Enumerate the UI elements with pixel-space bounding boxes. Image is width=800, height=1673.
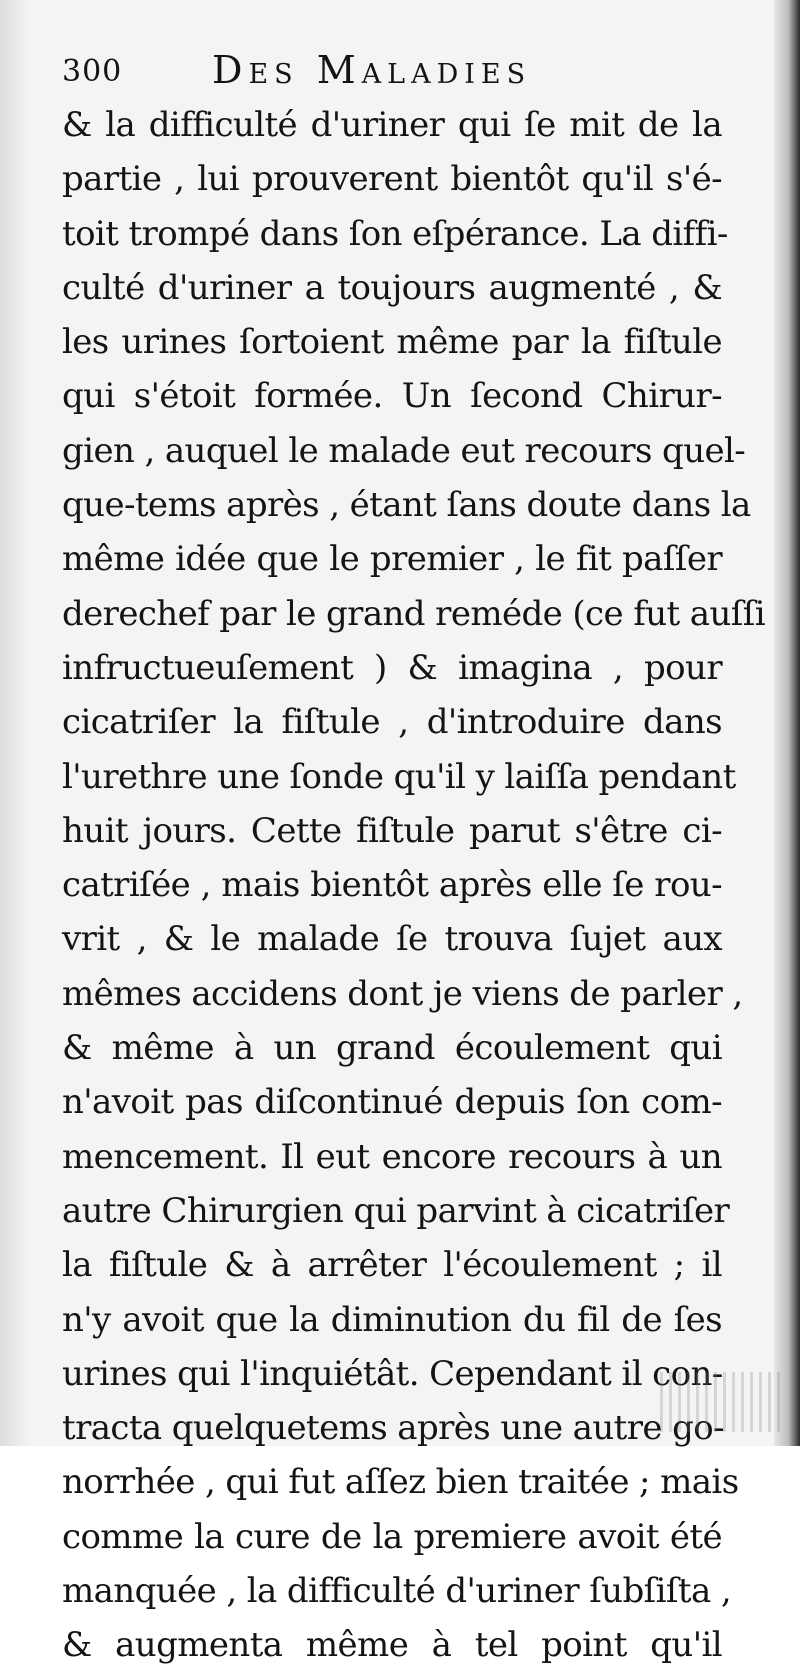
text-line: les urines ſortoient même par la fiſtule bbox=[62, 322, 722, 363]
show-through-ink bbox=[660, 1372, 780, 1432]
text-line: l'urethre une ſonde qu'il y laiſſa pendant bbox=[62, 756, 736, 797]
page-edge-shadow bbox=[774, 0, 800, 1446]
gutter-shadow bbox=[0, 0, 30, 1446]
page-header bbox=[62, 48, 722, 100]
text-line: toit trompé dans ſon eſpérance. La diffi- bbox=[62, 213, 728, 254]
text-line: mencement. Il eut encore recours à un bbox=[62, 1136, 722, 1177]
text-line: vrit , & le malade ſe trouva ſujet aux bbox=[62, 919, 722, 960]
text-line: culté d'uriner a toujours augmenté , & bbox=[62, 267, 722, 308]
text-line: comme la cure de la premiere avoit été bbox=[62, 1516, 722, 1557]
text-line: gien , auquel le malade eut recours quel- bbox=[62, 430, 746, 471]
text-line: que-tems après , étant ſans doute dans la bbox=[62, 485, 751, 526]
text-line: urines qui l'inquiétât. Cependant il con- bbox=[62, 1353, 723, 1394]
text-line: & augmenta même à tel point qu'il bbox=[62, 1625, 722, 1666]
page-number: 300 bbox=[62, 54, 123, 89]
text-line: n'y avoit que la diminution du fil de ſes bbox=[62, 1299, 722, 1340]
text-line: tracta quelquetems après une autre go- bbox=[62, 1408, 725, 1449]
text-line: qui s'étoit formée. Un ſecond Chirur- bbox=[62, 376, 722, 417]
text-line: mêmes accidens dont je viens de parler , bbox=[62, 973, 743, 1014]
text-line: cicatriſer la fiſtule , d'introduire dans bbox=[62, 702, 722, 743]
text-line: huit jours. Cette fiſtule parut s'être ci- bbox=[62, 810, 722, 851]
text-line: même idée que le premier , le fit paſſer bbox=[62, 539, 722, 580]
text-line: & la difficulté d'uriner qui ſe mit de la bbox=[62, 105, 722, 145]
text-line: derechef par le grand reméde (ce fut auſſi bbox=[62, 593, 765, 634]
text-line: autre Chirurgien qui parvint à cicatriſer bbox=[62, 1190, 730, 1231]
text-line: n'avoit pas diſcontinué depuis ſon com- bbox=[62, 1082, 722, 1123]
text-line: catriſée , mais bientôt après elle ſe rou- bbox=[62, 865, 722, 906]
text-line: norrhée , qui fut aſſez bien traitée ; mais bbox=[62, 1462, 739, 1503]
text-line: manquée , la difficulté d'uriner ſubſiſta , bbox=[62, 1571, 732, 1612]
running-head: Des Maladies bbox=[212, 48, 532, 92]
text-line: infructueuſement ) & imagina , pour bbox=[62, 647, 722, 688]
text-line: la fiſtule & à arrêter l'écoulement ; il bbox=[62, 1245, 722, 1286]
text-line: & même à un grand écoulement qui bbox=[62, 1028, 722, 1069]
text-line: partie , lui prouverent bientôt qu'il s'é- bbox=[62, 159, 722, 200]
body-text bbox=[62, 98, 765, 1673]
